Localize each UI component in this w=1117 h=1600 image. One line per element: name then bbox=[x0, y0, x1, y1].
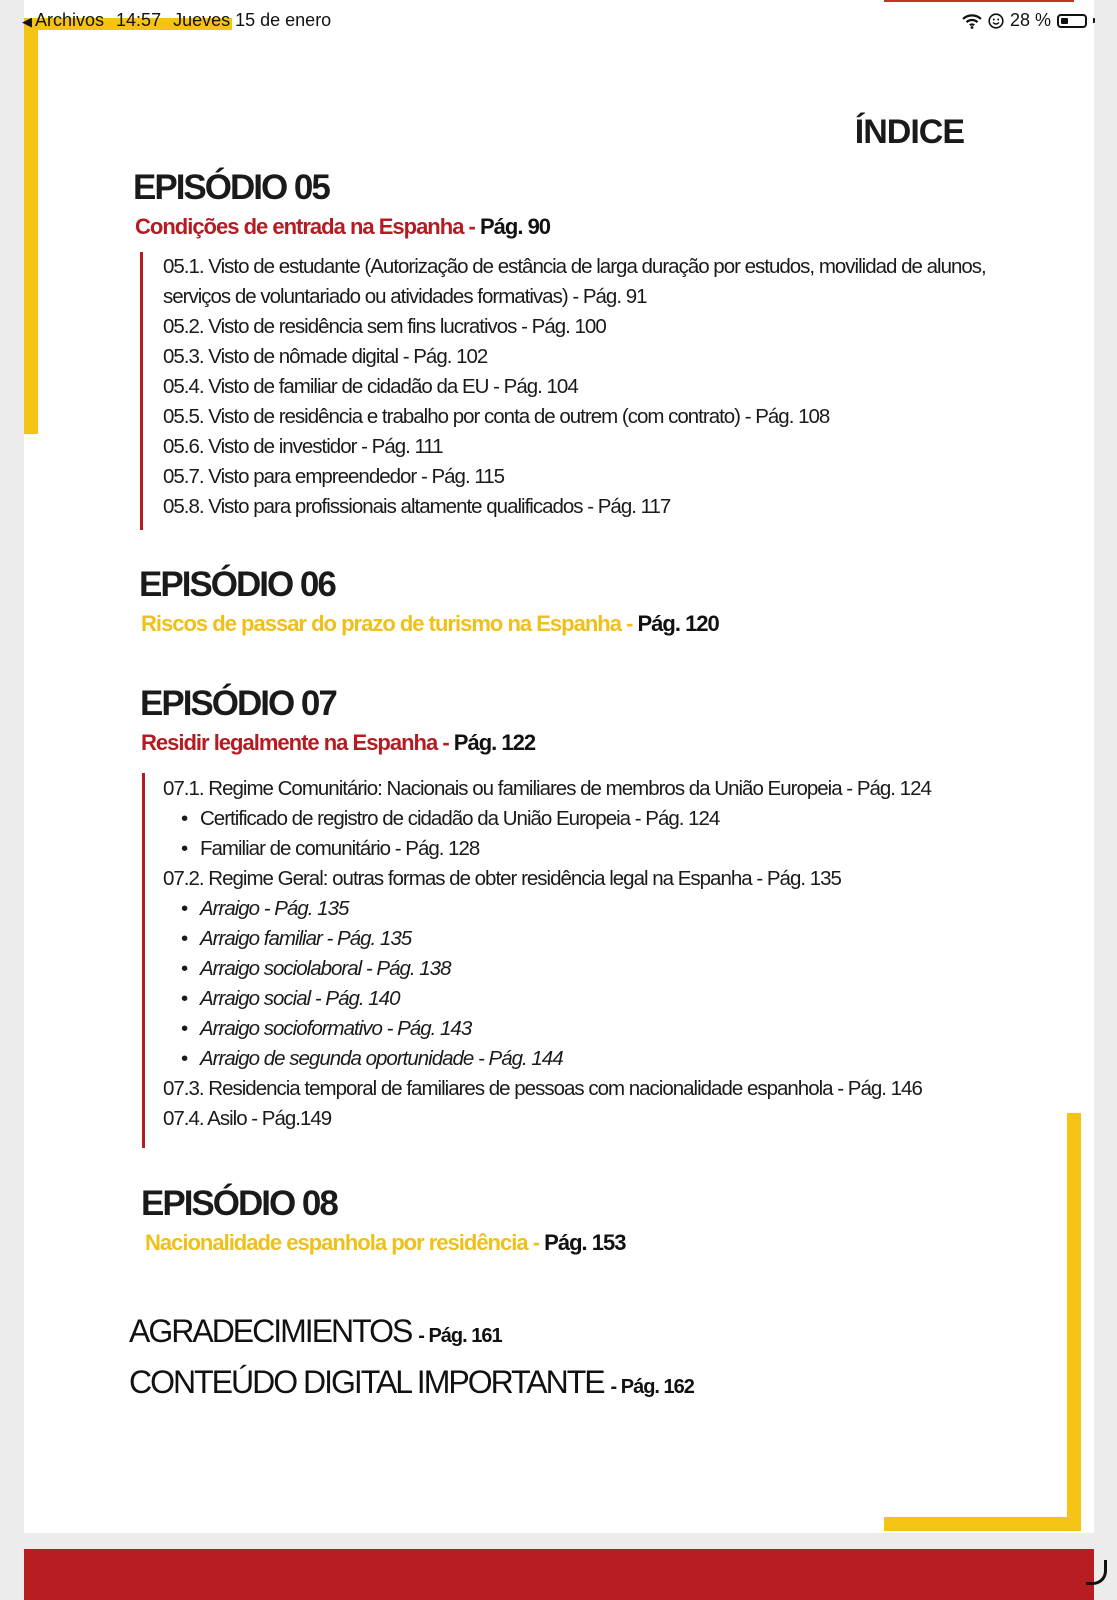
yellow-frame-left bbox=[24, 18, 38, 434]
status-bar bbox=[22, 10, 1095, 32]
yellow-frame-right bbox=[1067, 1113, 1081, 1527]
episode-05-rule bbox=[140, 252, 143, 530]
list-item[interactable]: 07.4. Asilo - Pág.149 bbox=[163, 1107, 332, 1130]
list-subitem[interactable]: • Arraigo familiar - Pág. 135 bbox=[163, 924, 931, 954]
list-subitem[interactable]: • Arraigo de segunda oportunidade - Pág. 144 bbox=[163, 1044, 931, 1074]
list-item[interactable]: 05.8. Visto para profissionais altamente qualificados - Pág. 117 bbox=[163, 495, 671, 518]
battery-icon bbox=[1057, 14, 1087, 28]
episode-07-list bbox=[163, 774, 931, 1134]
corner-curve bbox=[1086, 1560, 1107, 1585]
conteudo-digital-entry[interactable]: CONTEÚDO DIGITAL IMPORTANTE - Pág. 162 bbox=[129, 1364, 694, 1400]
list-item[interactable]: 07.3. Residencia temporal de familiares de pessoas com nacionalidade espanhola - Pág. 146 bbox=[163, 1077, 922, 1100]
wifi-icon bbox=[962, 13, 982, 29]
list-item[interactable]: 05.4. Visto de familiar de cidadão da EU - Pág. 104 bbox=[163, 375, 578, 398]
list-item[interactable]: 07.1. Regime Comunitário: Nacionais ou familiares de membros da União Europeia - Pág. 124 bbox=[163, 777, 931, 800]
episode-07-title: EPISÓDIO 07 bbox=[140, 684, 336, 723]
list-item[interactable]: 05.3. Visto de nômade digital - Pág. 102 bbox=[163, 345, 488, 368]
episode-07-rule bbox=[142, 773, 145, 1148]
episode-08-title: EPISÓDIO 08 bbox=[141, 1184, 337, 1223]
list-item[interactable]: 05.5. Visto de residência e trabalho por conta de outrem (com contrato) - Pág. 108 bbox=[163, 405, 830, 428]
page-title: ÍNDICE bbox=[854, 113, 964, 151]
episode-07-subtitle: Residir legalmente na Espanha - Pág. 122 bbox=[141, 730, 536, 755]
agradecimientos-entry[interactable]: AGRADECIMIENTOS - Pág. 161 bbox=[129, 1313, 502, 1349]
yellow-frame-bottom bbox=[884, 1517, 1081, 1531]
top-red-line bbox=[884, 0, 1074, 2]
list-item[interactable]: 07.2. Regime Geral: outras formas de obter residência legal na Espanha - Pág. 135 bbox=[163, 867, 841, 890]
list-item[interactable]: 05.6. Visto de investidor - Pág. 111 bbox=[163, 435, 443, 458]
list-subitem[interactable]: • Arraigo - Pág. 135 bbox=[163, 894, 931, 924]
list-subitem[interactable]: • Arraigo socioformativo - Pág. 143 bbox=[163, 1014, 931, 1044]
list-subitem[interactable]: • Familiar de comunitário - Pág. 128 bbox=[163, 834, 931, 864]
list-subitem[interactable]: • Arraigo sociolaboral - Pág. 138 bbox=[163, 954, 931, 984]
battery-percent: 28 % bbox=[1009, 10, 1051, 30]
episode-08-subtitle: Nacionalidade espanhola por residência - Pág. 153 bbox=[145, 1230, 626, 1255]
next-page-red-band bbox=[24, 1549, 1094, 1600]
episode-06-subtitle: Riscos de passar do prazo de turismo na Espanha - Pág. 120 bbox=[141, 611, 719, 636]
episode-05-list bbox=[163, 252, 993, 522]
back-to-archivos[interactable]: Archivos bbox=[35, 10, 105, 30]
list-item[interactable]: 05.2. Visto de residência sem fins lucrativos - Pág. 100 bbox=[163, 315, 606, 338]
status-time: 14:57 bbox=[116, 10, 162, 30]
list-subitem[interactable]: • Arraigo social - Pág. 140 bbox=[163, 984, 931, 1014]
back-arrow-icon[interactable]: ◀ bbox=[22, 14, 32, 29]
episode-05-title: EPISÓDIO 05 bbox=[133, 168, 329, 207]
episode-06-title: EPISÓDIO 06 bbox=[139, 565, 335, 604]
list-item[interactable]: 05.7. Visto para empreendedor - Pág. 115 bbox=[163, 465, 505, 488]
list-item[interactable]: 05.1. Visto de estudante (Autorização de estância de larga duração por estudos, movilidad de alunos, serviços de voluntariado ou atividades formativas) - Pág. 91 bbox=[163, 255, 986, 308]
episode-05-subtitle: Condições de entrada na Espanha - Pág. 90 bbox=[135, 214, 551, 239]
status-date: Jueves 15 de enero bbox=[173, 10, 332, 30]
focus-mode-icon bbox=[988, 13, 1004, 29]
list-subitem[interactable]: • Certificado de registro de cidadão da União Europeia - Pág. 124 bbox=[163, 804, 931, 834]
